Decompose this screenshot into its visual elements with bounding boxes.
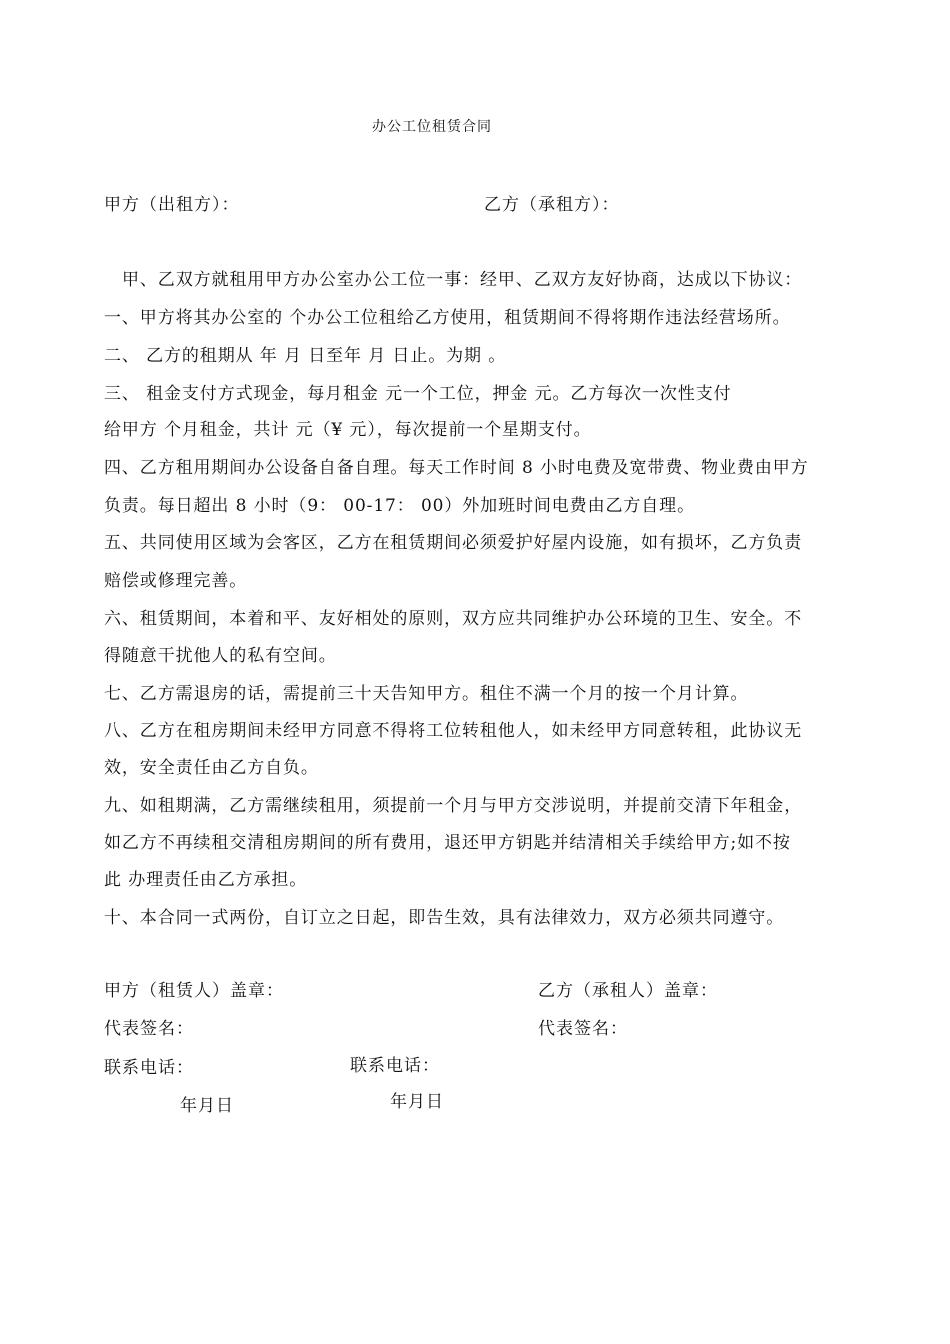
- clause-4-line-1: 四、乙方租用期间办公设备自备自理。每天工作时间 8 小时电费及宽带费、物业费由甲方: [104, 458, 809, 478]
- clause-4-line-2: 负责。每日超出 8 小时（9： 00-17： 00）外加班时间电费由乙方自理。: [104, 496, 695, 516]
- party-a-date-label: 年月日: [180, 1096, 234, 1116]
- clause-5-line-2: 赔偿或修理完善。: [104, 571, 248, 591]
- clause-9-line-2: 如乙方不再续租交清租房期间的所有费用，退还甲方钥匙并结清相关手续给甲方;如不按: [104, 833, 791, 853]
- clause-2: 二、 乙方的租期从 年 月 日至年 月 日止。为期 。: [104, 346, 507, 366]
- clause-9-line-1: 九、如租期满，乙方需继续租用，须提前一个月与甲方交涉说明，并提前交清下年租金，: [104, 796, 803, 816]
- party-b-phone-label: 联系电话：: [350, 1056, 440, 1076]
- intro-line: 甲、乙双方就租用甲方办公室办公工位一事：经甲、乙双方友好协商，达成以下协议：: [122, 270, 803, 290]
- clause-8-line-2: 效，安全责任由乙方自负。: [104, 758, 319, 778]
- clause-1: 一、甲方将其办公室的 个办公工位租给乙方使用，租赁期间不得将期作违法经营场所。: [104, 308, 791, 328]
- clause-8-line-1: 八、乙方在租房期间未经甲方同意不得将工位转租他人，如未经甲方同意转租，此协议无: [104, 721, 803, 741]
- party-a-seal-label: 甲方（租赁人）盖章：: [104, 981, 284, 1001]
- clause-6-line-2: 得随意干扰他人的私有空间。: [104, 646, 337, 666]
- clause-10: 十、本合同一式两份，自订立之日起，即告生效，具有法律效力，双方必须共同遵守。: [104, 908, 785, 928]
- clause-9-line-3: 此 办理责任由乙方承担。: [104, 870, 308, 890]
- clause-6-line-1: 六、租赁期间，本着和平、友好相处的原则，双方应共同维护办公环境的卫生、安全。不: [104, 609, 803, 629]
- clause-3-line-2: 给甲方 个月租金，共计 元（¥ 元），每次提前一个星期支付。: [104, 420, 592, 440]
- party-b-label: 乙方（承租方）：: [484, 195, 620, 215]
- clause-3-line-1: 三、 租金支付方式现金，每月租金 元一个工位，押金 元。乙方每次一次性支付: [104, 384, 732, 404]
- document-title: 办公工位租赁合同: [372, 119, 492, 135]
- party-b-rep-label: 代表签名：: [538, 1019, 628, 1039]
- party-b-date-label: 年月日: [390, 1092, 444, 1112]
- party-a-label: 甲方（出租方）：: [104, 195, 240, 215]
- party-a-rep-label: 代表签名：: [104, 1019, 194, 1039]
- clause-7: 七、乙方需退房的话，需提前三十天告知甲方。租住不满一个月的按一个月计算。: [104, 684, 749, 704]
- party-b-seal-label: 乙方（承租人）盖章：: [538, 981, 718, 1001]
- party-a-phone-label: 联系电话：: [104, 1058, 194, 1078]
- clause-5-line-1: 五、共同使用区域为会客区，乙方在租赁期间必须爱护好屋内设施，如有损坏，乙方负责: [104, 533, 803, 553]
